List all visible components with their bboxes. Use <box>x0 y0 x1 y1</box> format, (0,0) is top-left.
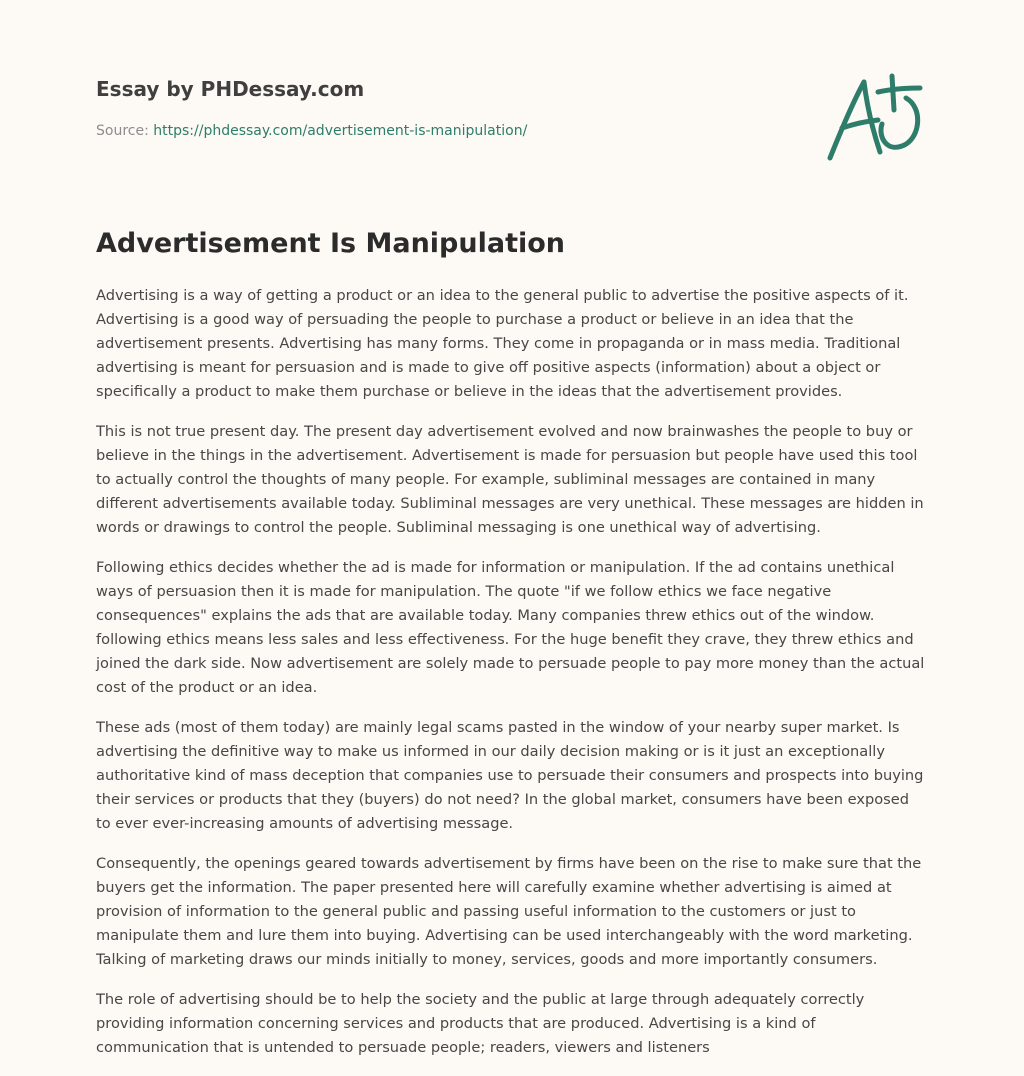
source-line <box>96 121 796 141</box>
site-brand: Essay by PHDessay.com <box>96 77 365 101</box>
a-plus-logo-icon <box>820 66 930 166</box>
source-link[interactable]: https://phdessay.com/advertisement-is-manipulation/ <box>153 123 528 139</box>
essay-paragraph: Advertising is a way of getting a product or an idea to the general public to advertise the positive aspects of it. Advertising is a good way of persuading the people to purchase a product or believe in an idea that the advertisement presents. Advertising has many forms. They come in propaganda or in mass media. Traditional advertising is meant for persuasion and is made to give off positive aspects (information) about a object or specifically a product to make them purchase or believe in the ideas that the advertisement provides. <box>96 287 909 400</box>
essay-title: Advertisement Is Manipulation <box>96 228 566 259</box>
essay-header <box>96 74 796 141</box>
essay-paragraph: This is not true present day. The present day advertisement evolved and now brainwashes the people to buy or believe in the things in the advertisement. Advertisement is made for persuasion but people have used this tool to actually control the thoughts of many people. For example, subliminal messages are contained in many different advertisements available today. Subliminal messages are very unethical. These messages are hidden in words or drawings to control the people. Subliminal messaging is one unethical way of advertising. <box>96 423 924 536</box>
source-label: Source: <box>96 123 149 139</box>
essay-paragraph: These ads (most of them today) are mainly legal scams pasted in the window of your nearby super market. Is advertising the definitive way to make us informed in our daily decision making or is it just an exceptionally authoritative kind of mass deception that companies use to persuade their consumers and prospects into buying their services or products that they (buyers) do not need? In the global market, consumers have been exposed to ever ever-increasing amounts of advertising message. <box>96 719 924 832</box>
essay-paragraph: Consequently, the openings geared towards advertisement by firms have been on the rise to make sure that the buyers get the information. The paper presented here will carefully examine whether advertising is aimed at provision of information to the general public and passing useful information to the customers or just to manipulate them and lure them into buying. Advertising can be used interchangeably with the word marketing. Talking of marketing draws our minds initially to money, services, goods and more importantly consumers. <box>96 855 922 968</box>
essay-paragraph: The role of advertising should be to help the society and the public at large through adequately correctly providing information concerning services and products that are produced. Advertising is a kind of communication that is untended to persuade people; readers, viewers and listeners <box>96 991 865 1056</box>
essay-body <box>96 284 928 1076</box>
essay-paragraph: Following ethics decides whether the ad is made for information or manipulation. If the ad contains unethical ways of persuasion then it is made for manipulation. The quote "if we follow ethics we face negative consequences" explains the ads that are available today. Many companies threw ethics out of the window. following ethics means less sales and less effectiveness. For the huge benefit they crave, they threw ethics and joined the dark side. Now advertisement are solely made to persuade people to pay more money than the actual cost of the product or an idea. <box>96 559 925 696</box>
